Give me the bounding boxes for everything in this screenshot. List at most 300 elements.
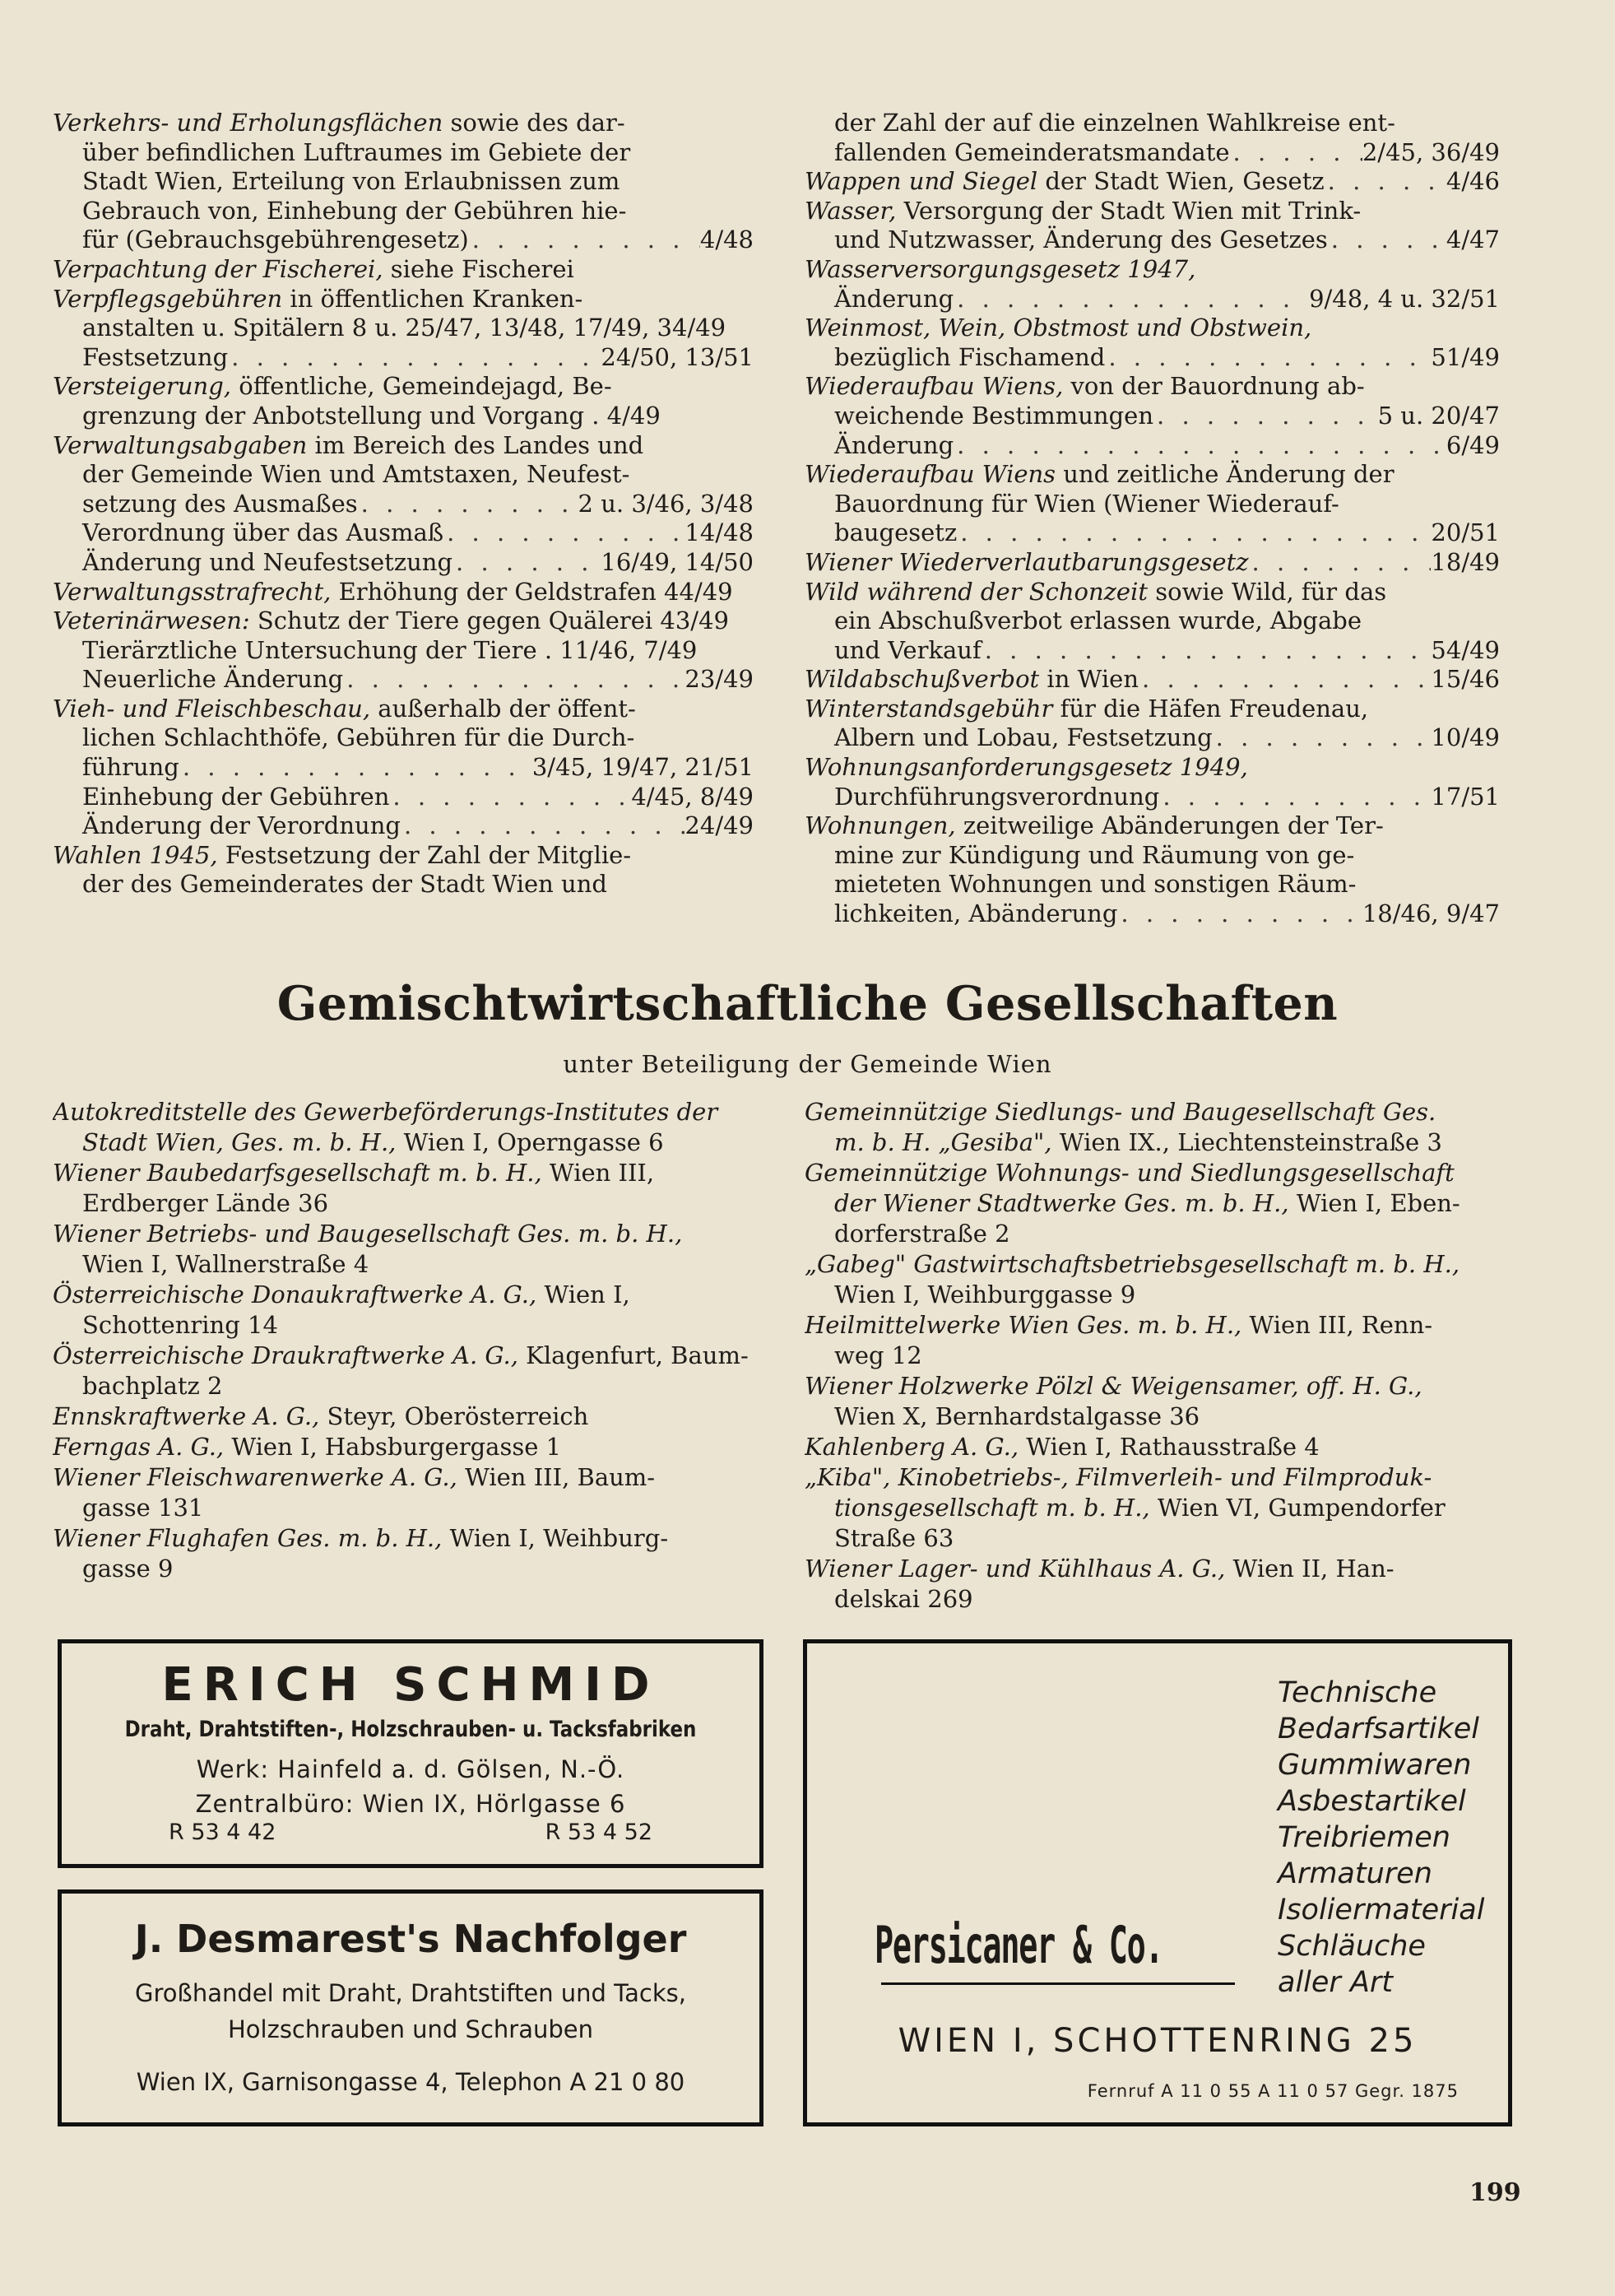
entry-keyword: Veterinärwesen:	[53, 607, 250, 635]
entry-body: delskai 269	[834, 1585, 973, 1613]
ad-schmid-phones	[62, 1820, 759, 1845]
entry-text	[53, 1280, 630, 1308]
ad-persicaner-product: Technische	[1278, 1676, 1437, 1709]
entry-line	[805, 372, 1500, 402]
company-entry	[53, 1158, 760, 1219]
entry-text	[834, 1524, 954, 1552]
company-entry	[53, 1401, 760, 1432]
entry-keyword: Verpflegsgebühren	[53, 284, 283, 313]
ad-desmarest-name: J. Desmarest's Nachfolger	[134, 1917, 687, 1961]
index-entry	[805, 314, 1500, 372]
entry-body: Wien III, Baum-	[457, 1463, 656, 1491]
entry-line	[805, 753, 1500, 783]
entry-text	[834, 402, 1153, 431]
entry-keyword: Verwaltungsabgaben	[53, 430, 308, 459]
entry-body: Albern und Lobau, Festsetzung	[834, 723, 1213, 752]
entry-text	[805, 1555, 1395, 1583]
entry-keyword: Ferngas A. G.,	[53, 1433, 225, 1461]
entry-text	[82, 1311, 278, 1339]
entry-text	[82, 636, 697, 664]
entry-keyword: Österreichische Donaukraftwerke A. G.,	[53, 1280, 537, 1308]
entry-text	[805, 753, 1248, 781]
entry-line	[53, 343, 754, 373]
entry-keyword: Stadt Wien, Ges. m. b. H.,	[82, 1128, 397, 1156]
leader-dots	[1328, 225, 1446, 255]
entry-line	[53, 490, 754, 519]
entry-line	[805, 548, 1500, 578]
entry-keyword: Wappen und Siegel	[805, 167, 1038, 196]
entry-line	[53, 1462, 760, 1493]
company-entry	[805, 1371, 1512, 1432]
ad-persicaner-rule	[881, 1982, 1235, 1985]
entry-reference: 16/49, 14/50	[601, 547, 754, 576]
ad-persicaner-product: Armaturen	[1278, 1857, 1432, 1890]
entry-text	[82, 518, 443, 548]
entry-line	[805, 314, 1500, 343]
entry-keyword: Wiener Fleischwarenwerke A. G.,	[53, 1463, 457, 1491]
entry-body: Festsetzung	[82, 342, 229, 371]
entry-text	[834, 225, 1328, 255]
entry-keyword: Wiederaufbau Wiens	[805, 460, 1056, 489]
entry-text	[805, 811, 1384, 839]
entry-body: bezüglich Fischamend	[834, 342, 1106, 371]
entry-keyword: Wiener Holzwerke Pölzl & Weigensamer, off. H. G.,	[805, 1372, 1422, 1400]
entry-line	[53, 695, 754, 724]
entry-body: siehe Fischerei	[383, 254, 574, 283]
leader-dots	[954, 431, 1446, 461]
leader-dots	[401, 811, 685, 841]
entry-reference: 3/45, 19/47, 21/51	[531, 753, 754, 782]
entry-keyword: Wiederaufbau Wiens,	[805, 372, 1064, 401]
entry-text	[82, 665, 343, 695]
entry-keyword: Wasser,	[805, 196, 897, 225]
entry-keyword: Kahlenberg A. G.,	[805, 1433, 1019, 1461]
index-entry	[805, 695, 1500, 753]
entry-body: mine zur Kündigung und Räumung von ge-	[834, 840, 1355, 869]
entry-text	[834, 490, 1339, 518]
entry-text	[82, 811, 401, 841]
entry-body: gasse 131	[82, 1494, 204, 1522]
entry-line	[53, 1523, 760, 1554]
entry-reference: 54/49	[1431, 635, 1500, 664]
entry-body: fallenden Gemeinderatsmandate	[834, 137, 1230, 166]
entry-text	[53, 1463, 655, 1491]
company-entry	[53, 1097, 760, 1158]
entry-text	[805, 1250, 1460, 1278]
entry-text	[53, 109, 625, 137]
leader-dots	[469, 225, 700, 255]
entry-line	[53, 1432, 760, 1462]
entry-body: Änderung und Neufestsetzung	[82, 547, 453, 576]
index-entry	[805, 460, 1500, 548]
entry-keyword: Autokreditstelle des Gewerbeförderungs-Institutes der	[53, 1098, 718, 1126]
entry-line	[53, 285, 754, 314]
company-entry	[53, 1462, 760, 1523]
entry-line	[53, 1158, 760, 1188]
entry-body: Versorgung der Stadt Wien mit Trink-	[896, 196, 1362, 225]
entry-keyword: Österreichische Draukraftwerke A. G.,	[53, 1341, 518, 1369]
entry-line	[805, 578, 1500, 607]
leader-dots	[957, 518, 1431, 548]
entry-reference: 9/48, 4 u. 32/51	[1309, 284, 1500, 313]
entry-text	[82, 167, 620, 195]
entry-text	[834, 285, 954, 314]
entry-line	[53, 548, 754, 578]
entry-body: Straße 63	[834, 1524, 954, 1552]
entry-text	[53, 1402, 588, 1430]
entry-text	[834, 870, 1356, 898]
company-entry	[805, 1554, 1512, 1615]
entry-text	[82, 1128, 664, 1156]
section-subtitle: unter Beteiligung der Gemeinde Wien	[563, 1050, 1052, 1078]
entry-line	[53, 225, 754, 255]
entry-line	[805, 343, 1500, 373]
entry-text	[805, 578, 1386, 606]
ad-desmarest-line1: Großhandel mit Draht, Drahtstiften und Tacks,	[135, 1979, 686, 2007]
entry-body: ein Abschußverbot erlassen wurde, Abgabe	[834, 607, 1362, 635]
entry-text	[834, 783, 1159, 812]
entry-line	[53, 723, 754, 753]
entry-keyword: Verkehrs- und Erholungsflächen	[53, 109, 443, 137]
index-entry	[53, 285, 754, 373]
entry-body: sowie Wild, für das	[1148, 577, 1387, 606]
entry-line	[805, 723, 1500, 753]
leader-dots	[1105, 343, 1431, 373]
ad-schmid-buero: Zentralbüro: Wien IX, Hörlgasse 6	[195, 1790, 626, 1818]
entry-text	[805, 314, 1311, 342]
entry-body: dorferstraße 2	[834, 1220, 1010, 1248]
entry-line	[805, 1554, 1512, 1584]
entry-line	[805, 695, 1500, 724]
entry-keyword: Heilmittelwerke Wien Ges. m. b. H.,	[805, 1311, 1242, 1339]
ad-schmid-phone-2: R 53 4 52	[545, 1820, 652, 1845]
entry-reference: 4/45, 8/49	[631, 782, 754, 811]
entry-body: Wien X, Bernhardstalgasse 36	[834, 1402, 1200, 1430]
entry-text	[53, 607, 729, 634]
entry-body: Änderung der Verordnung	[82, 811, 401, 840]
entry-text	[53, 1159, 654, 1187]
entry-keyword: Wasserversorgungsgesetz 1947,	[805, 254, 1196, 283]
entry-line	[805, 1523, 1512, 1554]
entry-body: Neuerliche Änderung	[82, 665, 344, 694]
index-column-right	[805, 109, 1500, 929]
entry-text	[82, 783, 389, 812]
entry-body: sowie des dar-	[443, 109, 625, 137]
entry-text	[53, 372, 612, 400]
entry-line	[53, 1097, 760, 1127]
entry-line	[805, 1493, 1512, 1523]
entry-body: Änderung	[834, 284, 954, 313]
entry-keyword: Wohnungsanforderungsgesetz 1949,	[805, 753, 1248, 782]
entry-line	[53, 578, 754, 607]
ad-persicaner-logo: Persicaner & Co.	[875, 1915, 1163, 1975]
index-entry	[805, 548, 1500, 578]
entry-line	[53, 1249, 760, 1280]
entry-line	[53, 1493, 760, 1523]
entry-reference: 2/45, 36/49	[1362, 137, 1500, 166]
entry-line	[805, 255, 1500, 285]
company-entry	[53, 1432, 760, 1462]
entry-line	[805, 518, 1500, 548]
entry-line	[53, 1280, 760, 1310]
entry-text	[805, 1159, 1455, 1187]
entry-line	[805, 870, 1500, 899]
leader-dots	[1153, 402, 1378, 431]
entry-body: Änderung	[834, 430, 954, 459]
entry-reference: 18/49	[1431, 547, 1500, 576]
entry-body: Erdberger Lände 36	[82, 1189, 329, 1217]
leader-dots	[358, 490, 578, 519]
entry-line	[805, 1188, 1512, 1219]
ad-persicaner	[803, 1639, 1512, 2126]
entry-text	[805, 1372, 1422, 1400]
entry-text	[53, 255, 574, 283]
entry-text	[82, 753, 179, 783]
entry-line	[805, 1158, 1512, 1188]
company-entry	[53, 1523, 760, 1584]
entry-text	[53, 841, 631, 869]
entry-keyword: Wildabschußverbot	[805, 665, 1040, 694]
entry-body: Stadt Wien, Erteilung von Erlaubnissen zum	[82, 167, 620, 196]
section-title: Gemischtwirtschaftliche Gesellschaften	[276, 976, 1339, 1031]
entry-keyword: Vieh- und Fleischbeschau,	[53, 694, 371, 723]
ad-persicaner-address: WIEN I, SCHOTTENRING 25	[898, 2022, 1418, 2060]
entry-keyword: Gemeinnützige Wohnungs- und Siedlungsgesellschaft	[805, 1159, 1455, 1187]
entry-body: für die Häfen Freudenau,	[1052, 694, 1369, 723]
ad-desmarest	[58, 1889, 763, 2126]
ad-desmarest-line3: Wien IX, Garnisongasse 4, Telephon A 21 0 80	[136, 2068, 685, 2096]
entry-text	[834, 138, 1230, 168]
ad-persicaner-product: Bedarfsartikel	[1278, 1713, 1479, 1745]
ad-schmid-werk: Werk: Hainfeld a. d. Gölsen, N.-Ö.	[196, 1755, 625, 1783]
entry-text	[834, 899, 1117, 929]
entry-body: von der Bauordnung ab-	[1063, 372, 1365, 401]
entry-body: Wien I, Wallnerstraße 4	[82, 1250, 369, 1278]
entry-text	[82, 343, 228, 373]
entry-keyword: „Kiba", Kinobetriebs-, Filmverleih- und Filmproduk-	[805, 1463, 1432, 1491]
entry-line	[53, 607, 754, 636]
entry-text	[53, 695, 636, 723]
entry-body: Festsetzung der Zahl der Mitglie-	[217, 840, 632, 869]
entry-text	[805, 1463, 1432, 1491]
company-entry	[805, 1462, 1512, 1554]
entry-text	[53, 1220, 682, 1248]
index-entry	[805, 167, 1500, 197]
company-entry	[805, 1158, 1512, 1249]
entry-text	[82, 1372, 223, 1400]
entry-body: weg 12	[834, 1341, 922, 1369]
entry-body: für (Gebrauchsgebührengesetz)	[82, 225, 469, 254]
entry-reference: 24/50, 13/51	[601, 342, 754, 371]
entry-text	[834, 1585, 973, 1613]
leader-dots	[228, 343, 601, 373]
entry-text	[805, 1433, 1320, 1461]
entry-text	[82, 1555, 173, 1583]
index-entry	[805, 255, 1500, 314]
entry-line	[53, 314, 754, 343]
leader-dots	[1325, 167, 1446, 197]
index-entry	[53, 372, 754, 430]
entry-text	[82, 460, 629, 488]
entry-line	[805, 1401, 1512, 1432]
entry-body: der Stadt Wien, Gesetz	[1037, 167, 1325, 196]
entry-text	[53, 1341, 749, 1369]
entry-line	[53, 1341, 760, 1371]
entry-text	[834, 636, 982, 666]
entry-line	[805, 1584, 1512, 1615]
index-entry	[53, 578, 754, 607]
ad-persicaner-product: Asbestartikel	[1278, 1785, 1466, 1818]
entry-reference: 23/49	[685, 665, 754, 694]
entry-text	[834, 431, 954, 461]
entry-body: über befindlichen Luftraumes im Gebiete der	[82, 137, 631, 166]
entry-body: Wien III,	[541, 1159, 655, 1187]
entry-reference: 18/46, 9/47	[1362, 899, 1500, 928]
entry-line	[53, 109, 754, 138]
entry-text	[53, 285, 582, 313]
entry-text	[805, 372, 1365, 400]
leader-dots	[1213, 723, 1432, 753]
entry-line	[53, 255, 754, 285]
index-entry	[805, 811, 1500, 928]
entry-text	[834, 1280, 1135, 1308]
entry-text	[82, 548, 452, 578]
entry-line	[805, 1280, 1512, 1310]
entry-keyword: Wiener Flughafen Ges. m. b. H.,	[53, 1524, 443, 1552]
entry-line	[53, 1554, 760, 1584]
entry-line	[53, 783, 754, 812]
entry-text	[834, 1189, 1460, 1217]
entry-body: und zeitliche Änderung der	[1056, 460, 1395, 489]
company-entry	[53, 1219, 760, 1280]
ad-desmarest-line2: Holzschrauben und Schrauben	[227, 2015, 593, 2043]
leader-dots	[389, 783, 631, 812]
entry-body: in Wien	[1039, 665, 1139, 694]
entry-reference: 4/47	[1446, 225, 1500, 254]
entry-body: Gebrauch von, Einhebung der Gebühren hie-	[82, 196, 627, 225]
index-entry	[805, 665, 1500, 695]
index-entry	[53, 841, 754, 899]
ad-schmid-name: ERICH SCHMID	[161, 1658, 660, 1712]
entry-body: Wien VI, Gumpendorfer	[1149, 1494, 1446, 1522]
entry-body: anstalten u. Spitälern 8 u. 25/47, 13/48, 17/49, 34/49	[82, 314, 726, 342]
ad-schmid-subtitle: Draht, Drahtstiften-, Holzschrauben- u. Tacksfabriken	[124, 1717, 697, 1742]
index-entry	[805, 578, 1500, 666]
entry-reference: 6/49	[1446, 430, 1500, 459]
entry-body: Verordnung über das Ausmaß	[82, 518, 444, 547]
entry-body: Wien II, Han-	[1225, 1555, 1395, 1583]
entry-body: führung	[82, 753, 179, 782]
entry-line	[805, 1127, 1512, 1158]
entry-reference: 2 u. 3/46, 3/48	[578, 489, 754, 518]
entry-reference: 14/48	[685, 518, 754, 547]
entry-text	[834, 1494, 1446, 1522]
entry-keyword: Verpachtung der Fischerei,	[53, 254, 383, 283]
entry-line	[805, 1249, 1512, 1280]
entry-keyword: Wiener Baubedarfsgesellschaft m. b. H.,	[53, 1159, 542, 1187]
index-entry	[53, 607, 754, 695]
entry-body: der Zahl der auf die einzelnen Wahlkreise ent-	[834, 109, 1395, 137]
entry-line	[53, 1127, 760, 1158]
entry-line	[53, 1401, 760, 1432]
entry-line	[53, 636, 754, 666]
entry-text	[805, 167, 1325, 197]
entry-body: Bauordnung für Wien (Wiener Wiederauf-	[834, 489, 1339, 518]
entry-text	[53, 1098, 717, 1126]
entry-keyword: Versteigerung,	[53, 372, 232, 401]
leader-dots	[452, 548, 601, 578]
leader-dots	[1117, 899, 1362, 929]
entry-body: Wien I, Rathausstraße 4	[1019, 1433, 1320, 1461]
index-column-left	[53, 109, 754, 899]
leader-dots	[954, 285, 1309, 314]
entry-keyword: Wiener Betriebs- und Baugesellschaft Ges. m. b. H.,	[53, 1220, 683, 1248]
entry-line	[53, 753, 754, 783]
entry-text	[82, 225, 469, 255]
entry-body: der Gemeinde Wien und Amtstaxen, Neufest-	[82, 460, 630, 489]
entry-body: Wien I, Eben-	[1288, 1189, 1460, 1217]
entry-text	[53, 578, 733, 606]
entry-body: Wien I, Habsburgergasse 1	[224, 1433, 562, 1461]
ad-persicaner-product: Isoliermaterial	[1278, 1894, 1485, 1927]
leader-dots	[1159, 783, 1431, 812]
entry-line	[53, 138, 754, 168]
ad-persicaner-product: Schläuche	[1278, 1930, 1426, 1963]
entry-reference: 15/46	[1431, 665, 1500, 694]
entry-body: öffentliche, Gemeindejagd, Be-	[231, 372, 612, 401]
entry-line	[53, 518, 754, 548]
entry-reference: 10/49	[1431, 723, 1500, 752]
entry-body: Einhebung der Gebühren	[82, 782, 390, 811]
entry-text	[82, 314, 726, 342]
entry-text	[834, 343, 1105, 373]
entry-line	[53, 870, 754, 899]
entry-reference: 17/51	[1431, 782, 1500, 811]
company-entry	[805, 1097, 1512, 1158]
entry-keyword: der Wiener Stadtwerke Ges. m. b. H.,	[834, 1189, 1289, 1217]
entry-text	[834, 723, 1213, 753]
entry-line	[805, 225, 1500, 255]
entry-line	[805, 1371, 1512, 1401]
entry-body: im Bereich des Landes und	[307, 430, 644, 459]
entry-text	[834, 1128, 1442, 1156]
index-entry	[805, 109, 1500, 167]
entry-line	[805, 431, 1500, 461]
entry-text	[53, 431, 643, 459]
entry-keyword: Wiener Lager- und Kühlhaus A. G.,	[805, 1555, 1226, 1583]
leader-dots	[1139, 665, 1431, 695]
entry-line	[805, 607, 1500, 636]
entry-reference: 20/51	[1431, 518, 1500, 547]
entry-body: Wien III, Renn-	[1241, 1311, 1433, 1339]
entry-body: Wien I,	[536, 1280, 630, 1308]
ad-persicaner-products	[1278, 1675, 1484, 2001]
entry-line	[53, 1371, 760, 1401]
entry-line	[805, 811, 1500, 841]
company-entry	[53, 1280, 760, 1341]
ad-persicaner-fernruf: Fernruf A 11 0 55 A 11 0 57 Gegr. 1875	[1087, 2081, 1459, 2101]
entry-text	[834, 109, 1395, 137]
index-entry	[805, 197, 1500, 255]
entry-line	[805, 899, 1500, 929]
entry-body: Klagenfurt, Baum-	[517, 1341, 749, 1369]
entry-text	[834, 841, 1354, 869]
entry-body: bachplatz 2	[82, 1372, 223, 1400]
entry-line	[805, 460, 1500, 490]
entry-line	[805, 636, 1500, 666]
companies-column-left	[53, 1097, 760, 1584]
page-number: 199	[1469, 2178, 1521, 2207]
